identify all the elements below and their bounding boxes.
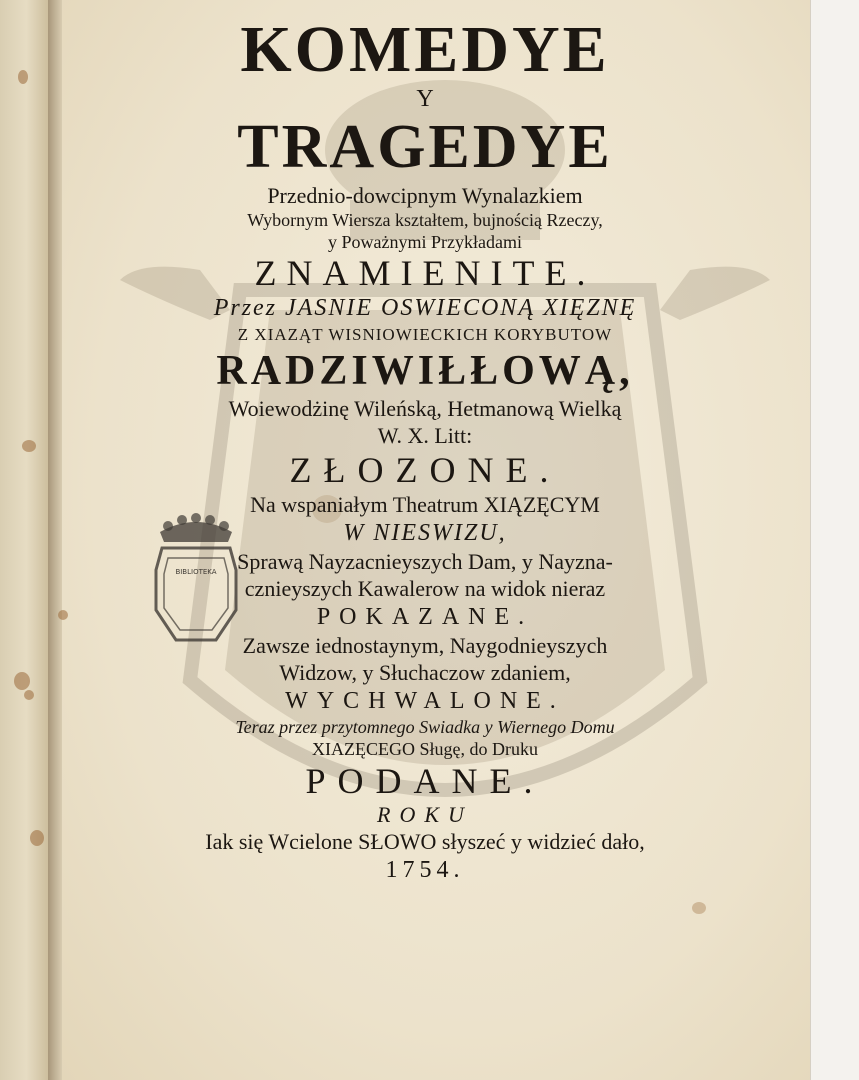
publisher-line-1: Teraz przez przytomnego Swiadka y Wiernego Domu	[235, 717, 615, 737]
heading-znamienite: ZNAMIENITE.	[254, 253, 596, 293]
foxing-stain	[18, 70, 28, 84]
author-title: Woiewodżinę Wileńską, Hetmanową Wielką	[228, 396, 622, 421]
stamp-text: BIBLIOTEKA	[175, 568, 217, 576]
author-name: RADZIWIŁŁOWĄ,	[216, 348, 634, 394]
subtitle-line-1: Przednio-dowcipnym Wynalazkiem	[267, 183, 583, 208]
heading-pokazane: POKAZANE.	[316, 604, 534, 630]
praise-line-2: Widzow, y Słuchaczow zdaniem,	[279, 660, 571, 685]
foxing-stain	[22, 440, 36, 452]
publisher-line-2: XIAZĘCEGO Sługę, do Druku	[312, 739, 538, 759]
author-title-2: W. X. Litt:	[377, 423, 473, 448]
author-by-line: Przez JASNIE OSWIECONĄ XIĘZNĘ	[213, 295, 637, 321]
heading-zlozone: ZŁOZONE.	[289, 450, 561, 490]
main-title-2: TRAGEDYE	[237, 113, 613, 181]
year-label: ROKU	[377, 802, 473, 827]
book-gutter	[48, 0, 62, 1080]
main-title: KOMEDYE	[240, 13, 610, 86]
performers-line-2: cznieyszych Kawalerow na widok nieraz	[244, 576, 606, 601]
praise-line-1: Zawsze iednostaynym, Naygodnieyszych	[242, 633, 608, 658]
subtitle-line-3: y Poważnymi Przykładami	[328, 232, 522, 252]
imprint-line: Iak się Wcielone SŁOWO słyszeć y widzieć dało,	[205, 829, 645, 854]
scan-background	[810, 0, 859, 1080]
foxing-stain	[24, 690, 34, 700]
foxing-stain	[30, 830, 44, 846]
author-house: Z XIAZĄT WISNIOWIECKICH KORYBUTOW	[237, 325, 613, 344]
conjunction: Y	[416, 86, 434, 112]
facing-page-edge	[0, 0, 50, 1080]
heading-wychwalone: WYCHWALONE.	[285, 688, 565, 714]
performers-line-1: Sprawą Nayzacnieyszych Dam, y Nayzna-	[237, 549, 613, 574]
foxing-stain	[58, 610, 68, 620]
subtitle-line-2: Wybornym Wiersza kształtem, bujnością Rzeczy,	[247, 210, 603, 230]
foxing-stain	[692, 902, 706, 914]
title-block	[120, 14, 730, 885]
foxing-stain	[14, 672, 30, 690]
place-nieswiz: W NIESWIZU,	[343, 520, 507, 546]
theatre-line: Na wspaniałym Theatrum XIĄZĘCYM	[250, 492, 600, 517]
publication-year: 1754.	[385, 857, 465, 883]
heading-podane: PODANE.	[305, 761, 545, 801]
